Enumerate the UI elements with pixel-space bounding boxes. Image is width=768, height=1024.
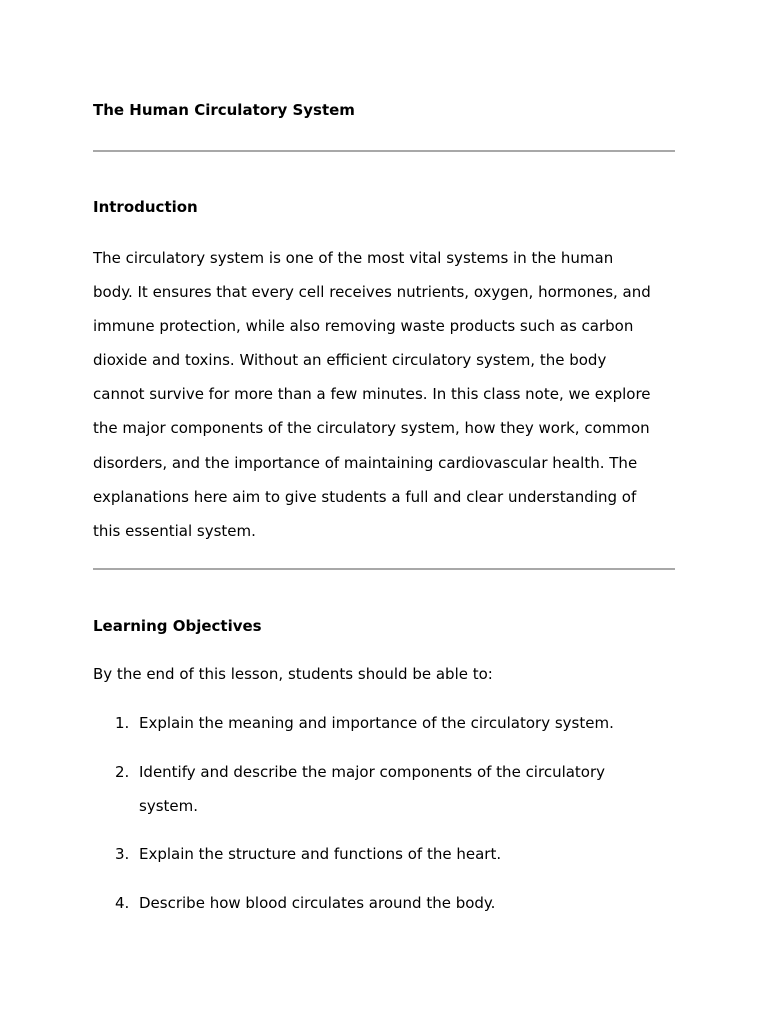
paragraph-line: immune protection, while also removing waste products such as carbon bbox=[93, 317, 634, 336]
learning-objectives-heading: Learning Objectives bbox=[93, 617, 262, 635]
objective-text bbox=[139, 706, 614, 740]
objective-text bbox=[139, 755, 605, 823]
objective-line: Explain the structure and functions of the heart. bbox=[139, 845, 502, 863]
objective-text bbox=[139, 886, 495, 920]
introduction-paragraph bbox=[93, 241, 675, 548]
document-title: The Human Circulatory System bbox=[93, 101, 355, 119]
section-divider bbox=[93, 568, 675, 570]
objective-number: 2. bbox=[115, 763, 130, 781]
paragraph-line: explanations here aim to give students a full and clear understanding of bbox=[93, 487, 637, 506]
paragraph-line: body. It ensures that every cell receives nutrients, oxygen, hormones, and bbox=[93, 283, 651, 302]
paragraph-line: dioxide and toxins. Without an efficient circulatory system, the body bbox=[93, 351, 607, 370]
paragraph-line: cannot survive for more than a few minutes. In this class note, we explore bbox=[93, 385, 651, 404]
objective-text bbox=[139, 837, 501, 871]
objective-line: Identify and describe the major components of the circulatory bbox=[139, 763, 606, 781]
objectives-lead-in: By the end of this lesson, students should be able to: bbox=[93, 665, 493, 683]
paragraph-line: the major components of the circulatory system, how they work, common bbox=[93, 419, 650, 438]
objective-line: system. bbox=[139, 797, 198, 815]
paragraph-line: disorders, and the importance of maintaining cardiovascular health. The bbox=[93, 453, 638, 472]
paragraph-line: this essential system. bbox=[93, 521, 256, 540]
paragraph-line: The circulatory system is one of the most vital systems in the human bbox=[93, 249, 614, 267]
objective-line: Explain the meaning and importance of the circulatory system. bbox=[139, 714, 614, 732]
introduction-heading: Introduction bbox=[93, 198, 198, 216]
objective-number: 4. bbox=[115, 894, 130, 912]
objective-number: 3. bbox=[115, 845, 130, 863]
title-divider bbox=[93, 150, 675, 152]
objective-number: 1. bbox=[115, 714, 130, 732]
objective-line: Describe how blood circulates around the body. bbox=[139, 894, 496, 912]
